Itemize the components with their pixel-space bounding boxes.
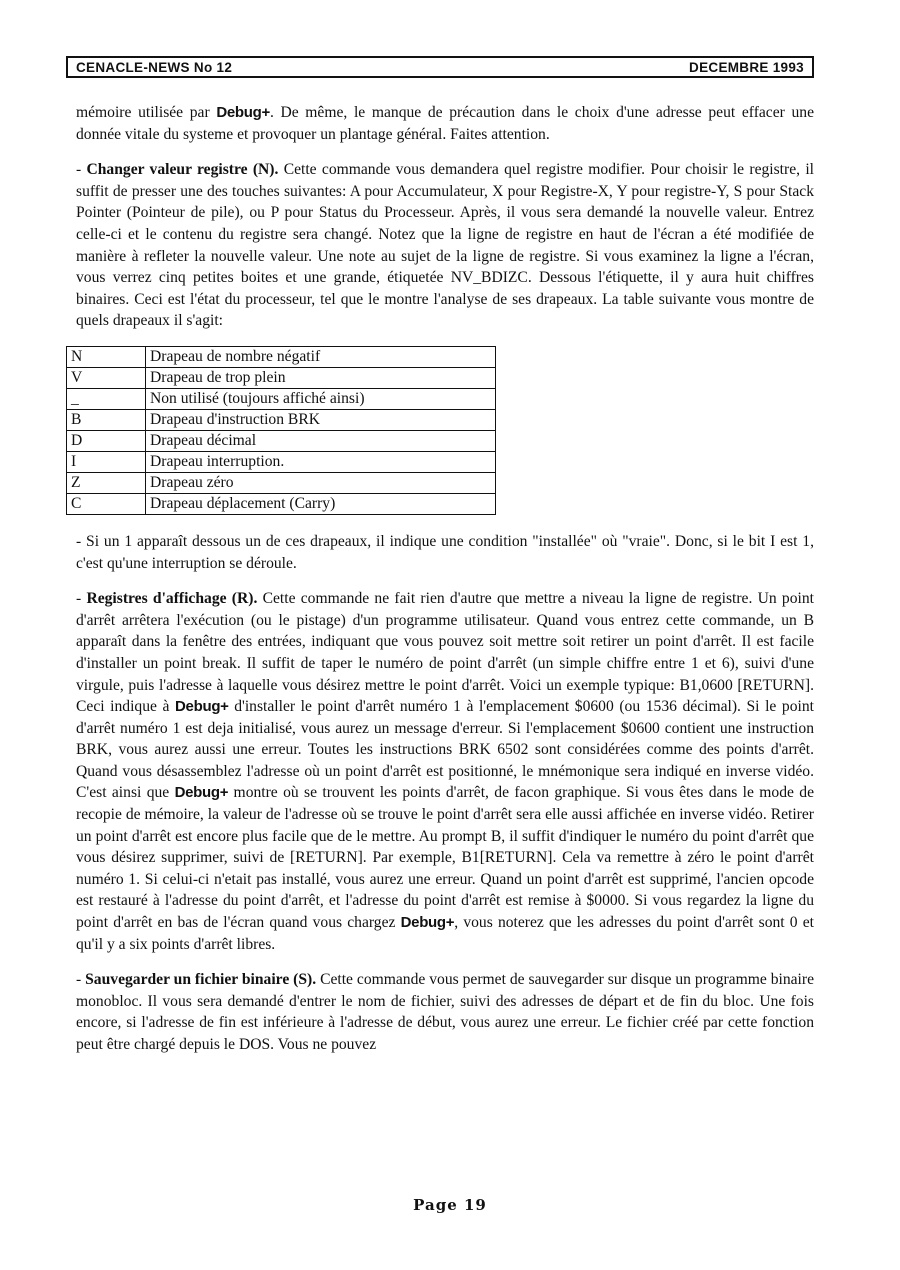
table-row [67, 451, 496, 472]
flag-description: Drapeau déplacement (Carry) [146, 493, 496, 514]
table-row [67, 388, 496, 409]
flag-letter: _ [67, 388, 146, 409]
list-dash: - [76, 590, 87, 608]
debug-product-name: Debug+ [175, 698, 229, 716]
flag-letter: C [67, 493, 146, 514]
text-run: mémoire utilisée par [76, 104, 217, 121]
flag-description: Drapeau d'instruction BRK [146, 409, 496, 430]
flag-letter: V [67, 367, 146, 388]
text-run: d'installer le point d'arrêt numéro 1 à l'emplacement $0600 (ou 1536 décimal). Si le point d'arrêt numéro 1 est deja initialisé, vous aurez un message d'erreur. Si l'emplacement $0600 contient une instruction BRK, vous aurez aussi une erreur. Toutes les instructions BRK 6502 sont considérées comme des points d'arrêt. Quand vous désassemblez l'adresse où un point d'arrêt est positionné, le mnémonique sera indiqué en inverse vidéo. C'est ainsi que [76, 698, 814, 802]
text-run: . De même, le manque de précaution dans le choix d'une adresse peut effacer une donnée vitale du systeme et provoquer un plantage général. Faites attention. [76, 104, 814, 143]
text-run: Cette commande vous permet de sauvegarder sur disque un programme binaire monobloc. Il vous sera demandé d'entrer le nom de fichier, suivi des adresses de départ et de fin du bloc. Une fois encore, si l'adresse de fin est inférieure à l'adresse de début, vous aurez une erreur. Le fichier créé par cette fonction peut être chargé depuis le DOS. Vous ne pouvez [76, 971, 815, 1053]
flag-description: Drapeau de nombre négatif [146, 346, 496, 367]
flag-description: Drapeau décimal [146, 430, 496, 451]
flag-letter: I [67, 451, 146, 472]
flag-letter: D [67, 430, 146, 451]
list-dash: - [76, 161, 87, 179]
text-run: Cette commande vous demandera quel registre modifier. Pour choisir le registre, il suffit de presser une des touches suivantes: A pour Accumulateur, X pour Registre-X, Y pour registre-Y, S pour Stack Pointer (Pointeur de pile), ou P pour Status du Processeur. Après, il vous sera demandé la nouvelle valeur. Entrez celle-ci et le contenu du registre sera changé. Notez que la ligne de registre en haut de l'écran a été modifiée de manière à refleter la nouvelle valeur. Une note au sujet de la ligne de registre. Si vous examinez la ligne a l'écran, vous verrez cinq petites boites et une grande, étiquetée NV_BDIZC. Dessous l'étiquette, il y aura huit chiffres binaires. Ceci est l'état du processeur, tel que le montre l'analyse de ses drapeaux. La table suivante vous montre de quels drapeaux il s'agit: [76, 161, 814, 330]
debug-product-name: Debug+ [174, 784, 229, 802]
section-title-sauvegarder-binaire: Sauvegarder un fichier binaire (S). [85, 971, 317, 989]
list-dash: - [76, 971, 86, 989]
text-run: , vous noterez que les adresses du point d'arrêt sont 0 et qu'il y a six points d'arrêt libres. [76, 914, 815, 953]
text-run: Cette commande ne fait rien d'autre que mettre a niveau la ligne de registre. Un point d'arrêt arrêtera l'exécution (ou le pistage) d'un programme utilisateur. Quand vous entrez cette commande, un B apparaît dans la fenêtre des entrées, indiquant que vous pouvez soit mettre soit retirer un point d'arrêt. Il est facile d'installer un point break. Il suffit de taper le numéro de point d'arrêt (un simple chiffre entre 1 et 6), suivi d'une virgule, puis l'adresse à laquelle vous désirez mettre le point d'arrêt. Voici un exemple typique: B1,0600 [RETURN]. Ceci indique à [76, 590, 814, 716]
flag-description: Drapeau interruption. [146, 451, 496, 472]
article-body [71, 102, 815, 1070]
flag-description: Drapeau zéro [146, 472, 496, 493]
paragraph-changer-valeur-registre [76, 159, 814, 332]
debug-product-name: Debug+ [216, 104, 270, 121]
page-header [66, 56, 814, 78]
paragraph-sauvegarder-binaire [76, 969, 814, 1055]
table-row [67, 472, 496, 493]
paragraph-intro [76, 102, 814, 145]
table-row [67, 409, 496, 430]
flag-letter: B [67, 409, 146, 430]
flag-letter: Z [67, 472, 146, 493]
table-row [67, 430, 496, 451]
table-row [67, 493, 496, 514]
table-row [67, 367, 496, 388]
section-title-registres-affichage: Registres d'affichage (R). [86, 590, 258, 608]
text-run: montre où se trouvent les points d'arrêt, de facon graphique. Si vous êtes dans le mode de recopie de mémoire, la valeur de l'adresse où se trouve le point d'arrêt sera elle aussi affichée en inverse vidéo. Retirer un point d'arrêt est encore plus facile que de le mettre. Au prompt B, il suffit d'indiquer le numéro du point d'arrêt que vous désirez supprimer, suivi de [RETURN]. Par exemple, B1[RETURN]. Cela va remettre à zéro le point d'arrêt numéro 1. Si celui-ci n'etait pas installé, vous aurez une erreur. Quand un point d'arrêt est supprimé, l'ancien opcode est restauré à l'adresse du point d'arrêt, et l'adresse du point d'arrêt est remise à $0000. Si vous regardez la ligne du point d'arrêt en bas de l'écran quand vous chargez [76, 784, 814, 932]
section-title-changer-registre: Changer valeur registre (N). [86, 161, 279, 179]
flags-table [66, 346, 496, 515]
debug-product-name: Debug+ [400, 914, 455, 932]
flag-description: Non utilisé (toujours affiché ainsi) [146, 388, 496, 409]
flag-letter: N [67, 346, 146, 367]
publication-title: CENACLE-NEWS No 12 [76, 59, 233, 75]
paragraph-registres-affichage [76, 588, 814, 955]
paragraph-flag-explanation: - Si un 1 apparaît dessous un de ces drapeaux, il indique une condition "installée" où "vraie". Donc, si le bit I est 1, c'est qu'une interruption se déroule. [76, 532, 814, 572]
publication-date: DECEMBRE 1993 [689, 59, 804, 75]
flag-description: Drapeau de trop plein [146, 367, 496, 388]
page-number: Page 19 [413, 1196, 487, 1214]
table-row [67, 346, 496, 367]
